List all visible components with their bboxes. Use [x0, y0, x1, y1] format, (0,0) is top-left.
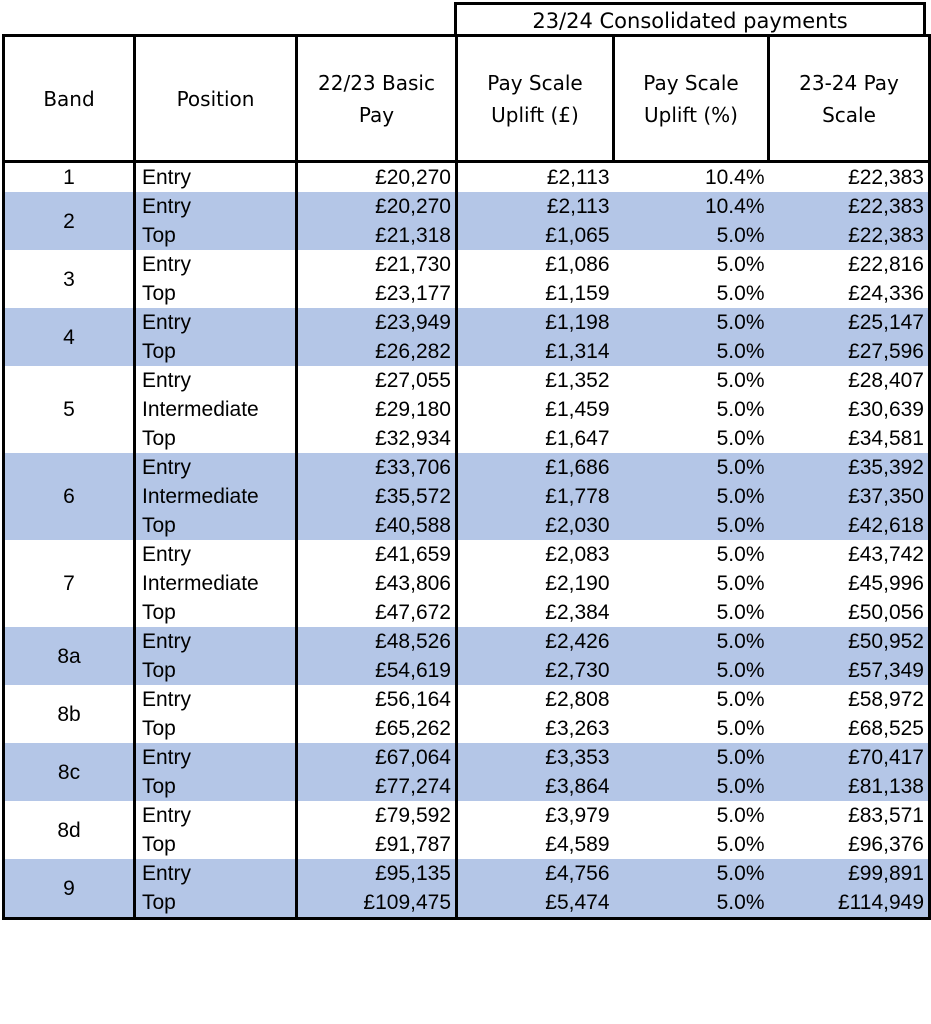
position-cell: Top: [135, 888, 297, 919]
uplift-gbp-cell: £3,263: [545, 717, 610, 740]
basic-pay-cell: £56,164: [297, 685, 457, 714]
uplift-pct-cell: 5.0%: [716, 369, 765, 392]
band-cell: 9: [4, 859, 135, 919]
pay-scale-cell: £24,336: [769, 279, 930, 308]
uplift-pct-cell: 5.0%: [716, 688, 765, 711]
table-row: [4, 888, 930, 919]
uplift-gbp-cell: £1,198: [457, 308, 614, 337]
basic-pay-cell: £20,270: [297, 162, 457, 193]
position-cell: Top: [135, 279, 297, 308]
basic-pay-cell: £77,274: [297, 772, 457, 801]
uplift-gbp-cell: £1,352: [545, 369, 610, 392]
basic-pay-cell: £26,282: [297, 337, 457, 366]
position-cell: Top: [135, 511, 297, 540]
position-cell: Entry: [135, 859, 297, 888]
position-cell: Entry: [135, 801, 297, 830]
uplift-pct-cell: 5.0%: [716, 427, 765, 450]
table-row: [4, 598, 930, 627]
table-row: [4, 627, 930, 656]
uplift-pct-cell: 5.0%: [716, 543, 765, 566]
table-row: [4, 656, 930, 685]
pay-scale-cell: £83,571: [769, 801, 930, 830]
uplift-pct-cell: 5.0%: [614, 772, 769, 801]
position-cell: Top: [135, 337, 297, 366]
band-column-header: Band: [4, 36, 135, 162]
table-row: [4, 395, 930, 424]
table-row: [4, 859, 930, 888]
basic-pay-cell: £109,475: [297, 888, 457, 919]
uplift-gbp-cell: £2,083: [545, 543, 610, 566]
table-row: [4, 366, 930, 395]
uplift-gbp-cell: £4,756: [457, 859, 614, 888]
position-cell: Intermediate: [135, 395, 297, 424]
basic-pay-cell: £21,730: [297, 250, 457, 279]
uplift-pct-cell: 5.0%: [614, 656, 769, 685]
pay-scale-cell: £43,742: [769, 540, 930, 569]
pay-scale-cell: £37,350: [769, 482, 930, 511]
uplift-pct-cell: 5.0%: [716, 398, 765, 421]
pay-scale-cell: £58,972: [769, 685, 930, 714]
uplift-pct-cell: 5.0%: [716, 253, 765, 276]
uplift-gbp-cell: £2,384: [545, 601, 610, 624]
pay-scale-cell: £96,376: [769, 830, 930, 859]
pay-scale-table: [2, 34, 931, 920]
position-cell: Intermediate: [135, 569, 297, 598]
position-cell: Entry: [135, 192, 297, 221]
uplift-gbp-cell: £1,065: [457, 221, 614, 250]
uplift-gbp-cell: £1,647: [545, 427, 610, 450]
basic-pay-cell: £20,270: [297, 192, 457, 221]
table-row: [4, 482, 930, 511]
basic-pay-cell: £21,318: [297, 221, 457, 250]
position-cell: Top: [135, 656, 297, 685]
position-cell: Top: [135, 598, 297, 627]
band-cell: 8d: [4, 801, 135, 859]
table-row: [4, 801, 930, 830]
uplift-gbp-cell: £2,730: [457, 656, 614, 685]
basic-pay-cell: £91,787: [297, 830, 457, 859]
position-cell: Entry: [135, 743, 297, 772]
pay-scale-cell: £70,417: [769, 743, 930, 772]
uplift-gbp-cell: £2,426: [457, 627, 614, 656]
uplift-gbp-cell: £2,113: [457, 192, 614, 221]
uplift-pct-cell: 5.0%: [614, 888, 769, 919]
basic-pay-cell: £48,526: [297, 627, 457, 656]
pay-scale-cell: £30,639: [769, 395, 930, 424]
uplift-pct-cell: 5.0%: [614, 221, 769, 250]
position-column-header: Position: [135, 36, 297, 162]
uplift-pct-cell: 5.0%: [716, 572, 765, 595]
uplift-pct-column-header: Pay Scale Uplift (%): [614, 36, 769, 162]
uplift-pct-cell: 5.0%: [716, 833, 765, 856]
basic-pay-cell: £54,619: [297, 656, 457, 685]
position-cell: Entry: [135, 540, 297, 569]
table-row: [4, 192, 930, 221]
uplift-gbp-cell: £3,353: [457, 743, 614, 772]
consolidated-payments-header: 23/24 Consolidated payments: [454, 2, 926, 35]
pay-scale-cell: £22,383: [769, 162, 930, 193]
uplift-gbp-cell: £1,778: [457, 482, 614, 511]
uplift-gbp-column-header: Pay Scale Uplift (£): [457, 36, 614, 162]
uplift-gbp-cell: £3,864: [457, 772, 614, 801]
basic-pay-cell: £79,592: [297, 801, 457, 830]
band-cell: 6: [4, 453, 135, 540]
basic-pay-cell: £47,672: [297, 598, 457, 627]
uplift-gbp-cell: £2,190: [545, 572, 610, 595]
uplift-pct-cell: 5.0%: [716, 804, 765, 827]
uplift-pct-cell: 5.0%: [716, 282, 765, 305]
pay-scale-cell: £22,383: [769, 192, 930, 221]
band-cell: 8c: [4, 743, 135, 801]
pay-scale-cell: £45,996: [769, 569, 930, 598]
table-row: [4, 714, 930, 743]
position-cell: Top: [135, 772, 297, 801]
pay-scale-column-header: 23-24 Pay Scale: [769, 36, 930, 162]
uplift-pct-cell: 5.0%: [614, 453, 769, 482]
band-cell: 4: [4, 308, 135, 366]
band-cell: 8a: [4, 627, 135, 685]
table-row: [4, 308, 930, 337]
uplift-pct-cell: 5.0%: [614, 743, 769, 772]
position-cell: Entry: [135, 162, 297, 193]
pay-scale-cell: £57,349: [769, 656, 930, 685]
band-cell: 3: [4, 250, 135, 308]
pay-scale-cell: £27,596: [769, 337, 930, 366]
basic-pay-cell: £27,055: [297, 366, 457, 395]
position-cell: Entry: [135, 308, 297, 337]
header-row: [4, 36, 930, 162]
basic-pay-cell: £35,572: [297, 482, 457, 511]
band-cell: 8b: [4, 685, 135, 743]
pay-scale-cell: £22,816: [769, 250, 930, 279]
position-cell: Top: [135, 714, 297, 743]
basic-pay-cell: £33,706: [297, 453, 457, 482]
pay-scale-cell: £25,147: [769, 308, 930, 337]
position-cell: Intermediate: [135, 482, 297, 511]
table-row: [4, 250, 930, 279]
table-row: [4, 685, 930, 714]
uplift-gbp-cell: £2,030: [457, 511, 614, 540]
uplift-pct-cell: 5.0%: [716, 601, 765, 624]
uplift-pct-cell: 5.0%: [614, 308, 769, 337]
basic-pay-cell: £23,177: [297, 279, 457, 308]
position-cell: Entry: [135, 366, 297, 395]
pay-scale-cell: £50,056: [769, 598, 930, 627]
position-cell: Top: [135, 830, 297, 859]
table-row: [4, 743, 930, 772]
basic-pay-cell: £23,949: [297, 308, 457, 337]
basic-pay-cell: £95,135: [297, 859, 457, 888]
table-row: [4, 279, 930, 308]
uplift-pct-cell: 5.0%: [614, 482, 769, 511]
basic-pay-cell: £29,180: [297, 395, 457, 424]
position-cell: Entry: [135, 627, 297, 656]
pay-scale-cell: £68,525: [769, 714, 930, 743]
uplift-pct-cell: 10.4%: [704, 166, 765, 189]
position-cell: Top: [135, 424, 297, 453]
position-cell: Entry: [135, 453, 297, 482]
pay-scale-cell: £114,949: [769, 888, 930, 919]
uplift-gbp-cell: £1,686: [457, 453, 614, 482]
uplift-gbp-cell: £1,159: [545, 282, 610, 305]
table-row: [4, 221, 930, 250]
band-cell: 2: [4, 192, 135, 250]
table-row: [4, 453, 930, 482]
uplift-gbp-cell: £1,314: [457, 337, 614, 366]
uplift-pct-cell: 5.0%: [614, 627, 769, 656]
pay-scale-cell: £81,138: [769, 772, 930, 801]
pay-scale-cell: £99,891: [769, 859, 930, 888]
uplift-gbp-cell: £2,808: [545, 688, 610, 711]
table-row: [4, 540, 930, 569]
band-cell: 7: [4, 540, 135, 627]
uplift-gbp-cell: £2,113: [546, 166, 610, 189]
table-row: [4, 569, 930, 598]
basic-pay-cell: £32,934: [297, 424, 457, 453]
pay-scale-cell: £28,407: [769, 366, 930, 395]
table-body: [4, 162, 930, 919]
uplift-pct-cell: 5.0%: [614, 859, 769, 888]
uplift-pct-cell: 5.0%: [614, 337, 769, 366]
position-cell: Entry: [135, 685, 297, 714]
pay-scale-cell: £50,952: [769, 627, 930, 656]
pay-scale-cell: £22,383: [769, 221, 930, 250]
band-cell: 5: [4, 366, 135, 453]
basic-pay-cell: £43,806: [297, 569, 457, 598]
basic-pay-cell: £41,659: [297, 540, 457, 569]
uplift-gbp-cell: £1,086: [545, 253, 610, 276]
uplift-gbp-cell: £3,979: [545, 804, 610, 827]
pay-scale-cell: £34,581: [769, 424, 930, 453]
table-row: [4, 830, 930, 859]
table-row: [4, 337, 930, 366]
uplift-gbp-cell: £4,589: [545, 833, 610, 856]
uplift-gbp-cell: £5,474: [457, 888, 614, 919]
basic-pay-cell: £40,588: [297, 511, 457, 540]
uplift-gbp-cell: £1,459: [545, 398, 610, 421]
basic-pay-column-header: 22/23 Basic Pay: [297, 36, 457, 162]
basic-pay-cell: £67,064: [297, 743, 457, 772]
position-cell: Top: [135, 221, 297, 250]
table-row: [4, 162, 930, 193]
pay-scale-cell: £35,392: [769, 453, 930, 482]
uplift-pct-cell: 5.0%: [716, 717, 765, 740]
basic-pay-cell: £65,262: [297, 714, 457, 743]
uplift-pct-cell: 5.0%: [614, 511, 769, 540]
table-row: [4, 772, 930, 801]
table-row: [4, 424, 930, 453]
band-cell: 1: [4, 162, 135, 193]
uplift-pct-cell: 10.4%: [614, 192, 769, 221]
position-cell: Entry: [135, 250, 297, 279]
table-row: [4, 511, 930, 540]
pay-scale-cell: £42,618: [769, 511, 930, 540]
